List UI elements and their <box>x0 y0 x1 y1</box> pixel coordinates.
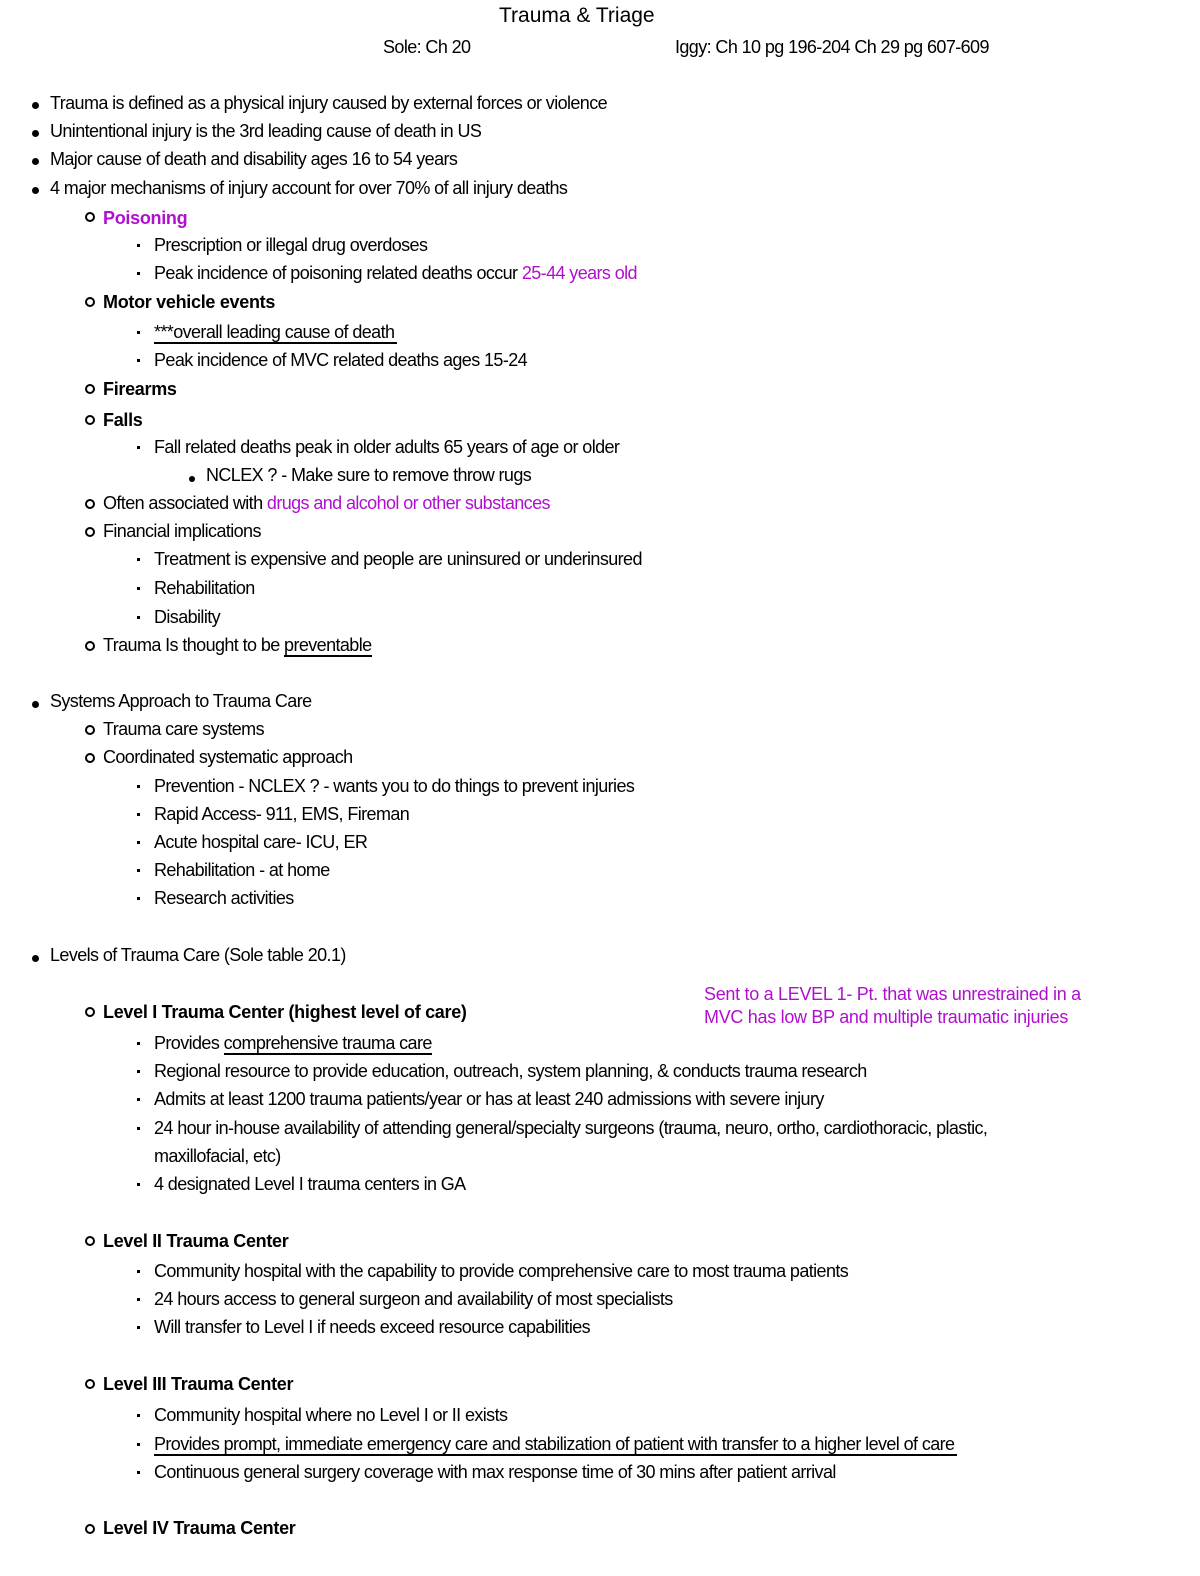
level1-admissions: Admits at least 1200 trauma patients/year or has at least 240 admissions with severe injury <box>154 1089 824 1109</box>
trauma-preventable: Trauma Is thought to be preventable <box>103 635 372 655</box>
bullet-icon <box>32 102 39 109</box>
bullet-icon <box>32 158 39 165</box>
square-bullet-icon <box>137 897 140 900</box>
trauma-definition: Trauma is defined as a physical injury caused by external forces or violence <box>50 93 608 113</box>
level3-prompt-care: Provides prompt, immediate emergency care and stabilization of patient with transfer to a higher level of care <box>154 1433 957 1456</box>
note-line: MVC has low BP and multiple traumatic injuries <box>704 1007 1069 1027</box>
systems-prevention: Prevention - NCLEX ? - wants you to do things to prevent injuries <box>154 776 635 796</box>
square-bullet-icon <box>137 616 140 619</box>
square-bullet-icon <box>137 359 140 362</box>
level2-surgeon-access: 24 hours access to general surgeon and availability of most specialists <box>154 1289 673 1309</box>
circle-bullet-icon <box>85 384 95 394</box>
levels-heading: Levels of Trauma Care (Sole table 20.1) <box>50 945 346 965</box>
level3-heading: Level III Trauma Center <box>103 1374 294 1394</box>
level1-ga-centers: 4 designated Level I trauma centers in GA <box>154 1174 466 1194</box>
financial-rehabilitation: Rehabilitation <box>154 578 255 598</box>
circle-bullet-icon <box>85 527 95 537</box>
square-bullet-icon <box>137 1270 140 1273</box>
level2-community-hospital: Community hospital with the capability to provide comprehensive care to most trauma patients <box>154 1261 849 1281</box>
major-cause-fact: Major cause of death and disability ages 16 to 54 years <box>50 149 458 169</box>
iggy-reference: Iggy: Ch 10 pg 196-204 Ch 29 pg 607-609 <box>675 37 989 57</box>
level1-regional-resource: Regional resource to provide education, outreach, system planning, & conducts trauma research <box>154 1061 867 1081</box>
level2-heading: Level II Trauma Center <box>103 1231 289 1251</box>
square-bullet-icon <box>137 1098 140 1101</box>
square-bullet-icon <box>137 869 140 872</box>
level3-surgery-coverage: Continuous general surgery coverage with max response time of 30 mins after patient arrival <box>154 1462 836 1482</box>
circle-bullet-icon <box>85 1524 95 1534</box>
poisoning-overdoses: Prescription or illegal drug overdoses <box>154 235 428 255</box>
square-bullet-icon <box>137 1183 140 1186</box>
bullet-icon <box>32 701 39 708</box>
bullet-icon <box>32 955 39 962</box>
circle-bullet-icon <box>85 1007 95 1017</box>
circle-bullet-icon <box>85 641 95 651</box>
falls-heading: Falls <box>103 410 143 430</box>
financial-expense: Treatment is expensive and people are uninsured or underinsured <box>154 549 642 569</box>
sole-reference: Sole: Ch 20 <box>383 37 471 57</box>
level1-comprehensive: Provides comprehensive trauma care <box>154 1033 432 1053</box>
substances-association: Often associated with drugs and alcohol or other substances <box>103 493 550 513</box>
bullet-icon <box>32 187 39 194</box>
square-bullet-icon <box>137 1443 140 1446</box>
systems-care-systems: Trauma care systems <box>103 719 264 739</box>
square-bullet-icon <box>137 1414 140 1417</box>
square-bullet-icon <box>137 1070 140 1073</box>
level1-surgeons: 24 hour in-house availability of attending general/specialty surgeons (trauma, neuro, ortho, cardiothoracic, plastic, <box>154 1118 988 1138</box>
poisoning-heading: Poisoning <box>103 208 188 228</box>
systems-rapid-access: Rapid Access- 911, EMS, Fireman <box>154 804 410 824</box>
square-bullet-icon <box>137 587 140 590</box>
circle-bullet-icon <box>85 1379 95 1389</box>
level1-surgeons-continued: maxillofacial, etc) <box>154 1146 281 1166</box>
falls-older-adults: Fall related deaths peak in older adults 65 years of age or older <box>154 437 620 457</box>
mvc-heading: Motor vehicle events <box>103 292 276 312</box>
mechanisms-fact: 4 major mechanisms of injury account for over 70% of all injury deaths <box>50 178 568 198</box>
circle-bullet-icon <box>85 725 95 735</box>
square-bullet-icon <box>137 1298 140 1301</box>
square-bullet-icon <box>137 558 140 561</box>
circle-bullet-icon <box>85 297 95 307</box>
systems-rehabilitation: Rehabilitation - at home <box>154 860 330 880</box>
financial-disability: Disability <box>154 607 221 627</box>
square-bullet-icon <box>137 331 140 334</box>
mvc-leading-cause: ***overall leading cause of death <box>154 321 397 344</box>
bullet-icon <box>32 130 39 137</box>
systems-research: Research activities <box>154 888 294 908</box>
systems-coordinated: Coordinated systematic approach <box>103 747 353 767</box>
level4-heading: Level IV Trauma Center <box>103 1518 296 1538</box>
level2-transfer: Will transfer to Level I if needs exceed resource capabilities <box>154 1317 591 1337</box>
mvc-peak-incidence: Peak incidence of MVC related deaths ages 15-24 <box>154 350 528 370</box>
level3-community-hospital: Community hospital where no Level I or II exists <box>154 1405 508 1425</box>
unintentional-injury-fact: Unintentional injury is the 3rd leading cause of death in US <box>50 121 482 141</box>
square-bullet-icon <box>137 1127 140 1130</box>
square-bullet-icon <box>137 813 140 816</box>
square-bullet-icon <box>137 841 140 844</box>
note-line: Sent to a LEVEL 1- Pt. that was unrestrained in a <box>704 984 1081 1004</box>
square-bullet-icon <box>137 446 140 449</box>
page-title: Trauma & Triage <box>499 4 655 27</box>
circle-bullet-icon <box>85 499 95 509</box>
falls-nclex-tip: NCLEX ? - Make sure to remove throw rugs <box>206 465 532 485</box>
level1-example-note <box>704 983 1081 1029</box>
square-bullet-icon <box>137 272 140 275</box>
square-bullet-icon <box>137 1471 140 1474</box>
circle-bullet-icon <box>85 212 95 222</box>
level1-heading: Level I Trauma Center (highest level of care) <box>103 1002 467 1022</box>
square-bullet-icon <box>137 1326 140 1329</box>
square-bullet-icon <box>137 244 140 247</box>
systems-acute-care: Acute hospital care- ICU, ER <box>154 832 368 852</box>
firearms-heading: Firearms <box>103 379 177 399</box>
bullet-icon <box>189 476 195 482</box>
square-bullet-icon <box>137 785 140 788</box>
systems-heading: Systems Approach to Trauma Care <box>50 691 312 711</box>
poisoning-peak-incidence: Peak incidence of poisoning related deaths occur 25-44 years old <box>154 263 637 283</box>
circle-bullet-icon <box>85 415 95 425</box>
square-bullet-icon <box>137 1042 140 1045</box>
circle-bullet-icon <box>85 1236 95 1246</box>
financial-heading: Financial implications <box>103 521 261 541</box>
circle-bullet-icon <box>85 753 95 763</box>
